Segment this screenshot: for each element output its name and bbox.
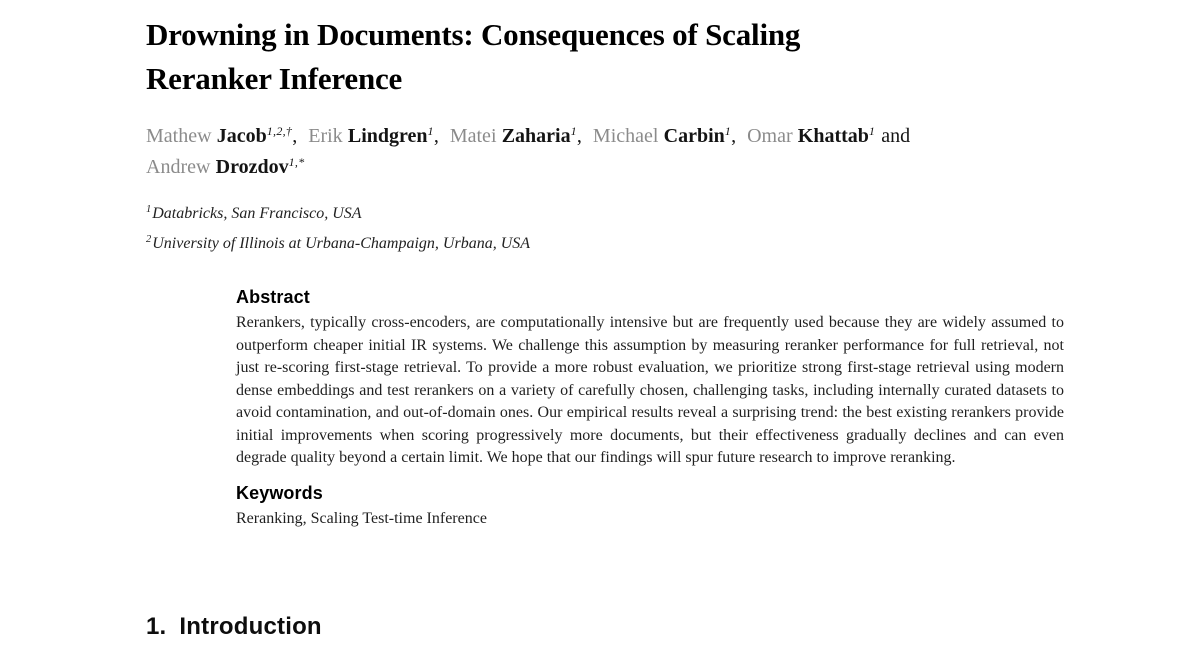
author-first-name: Andrew xyxy=(146,156,211,178)
abstract-text: Rerankers, typically cross-encoders, are computationally intensive but are frequently used because they are widely assumed to outperform cheaper initial IR systems. We challenge this assumption by measuring reranker performance for full retrieval, not just re-scoring first-stage retrieval. To provide a more robust evaluation, we prioritize strong first-stage retrieval using modern dense embeddings and test rerankers on a variety of carefully chosen, challenging tasks, including internally curated datasets to avoid contamination, and out-of-domain ones. Our empirical results reveal a surprising trend: the best existing rerankers provide initial improvements when scoring progressively more documents, but their effectiveness gradually declines and can even degrade quality beyond a certain limit. We hope that our findings will spur future research to improve reranking. xyxy=(236,314,1064,466)
keywords-text: Reranking, Scaling Test-time Inference xyxy=(236,509,487,527)
author xyxy=(308,125,450,147)
abstract-heading: Abstract xyxy=(236,287,310,307)
author-separator: , xyxy=(731,125,737,147)
author-superscript: 1 xyxy=(724,124,732,138)
author-last-name: Drozdov xyxy=(215,156,289,178)
paper-title xyxy=(146,13,800,101)
abstract-section xyxy=(236,286,1064,530)
author-first-name: Michael xyxy=(592,125,659,147)
affiliation-text: University of Illinois at Urbana-Champaign, Urbana, USA xyxy=(152,234,531,252)
author xyxy=(747,125,910,147)
author-superscript: 1,2,† xyxy=(266,124,293,138)
author-separator: , xyxy=(433,125,439,147)
paper-title-line1: Drowning in Documents: Consequences of Scaling xyxy=(146,17,801,52)
author-last-name: Khattab xyxy=(797,125,869,147)
affiliation-superscript: 1 xyxy=(146,204,152,215)
affiliation xyxy=(146,230,530,260)
author-superscript: 1,* xyxy=(288,155,305,169)
author-last-name: Lindgren xyxy=(347,125,428,147)
affiliation-superscript: 2 xyxy=(146,233,152,245)
keywords-heading: Keywords xyxy=(236,482,323,503)
author xyxy=(146,125,308,147)
author-superscript: 1 xyxy=(570,124,577,138)
section-title: Introduction xyxy=(179,613,322,640)
affiliation xyxy=(146,200,530,230)
affiliation-list xyxy=(146,200,530,259)
author-list xyxy=(146,122,1066,184)
author xyxy=(593,125,747,147)
author-separator: and xyxy=(881,125,911,147)
section-heading-introduction xyxy=(146,613,322,641)
author-last-name: Carbin xyxy=(663,125,725,147)
author-first-name: Erik xyxy=(308,125,343,147)
author-superscript: 1 xyxy=(427,124,434,138)
author-first-name: Mathew xyxy=(146,125,212,147)
author-first-name: Omar xyxy=(747,125,793,147)
author xyxy=(146,156,305,178)
author-last-name: Jacob xyxy=(216,125,267,147)
paper-title-line2: Reranker Inference xyxy=(146,61,403,96)
author-superscript: 1 xyxy=(868,124,876,138)
author-separator: , xyxy=(576,125,582,147)
author-first-name: Matei xyxy=(449,125,497,147)
affiliation-text: Databricks, San Francisco, USA xyxy=(152,205,362,222)
section-number: 1. xyxy=(146,613,167,640)
author-last-name: Zaharia xyxy=(501,125,571,147)
author-separator: , xyxy=(292,125,298,147)
author xyxy=(450,125,593,147)
